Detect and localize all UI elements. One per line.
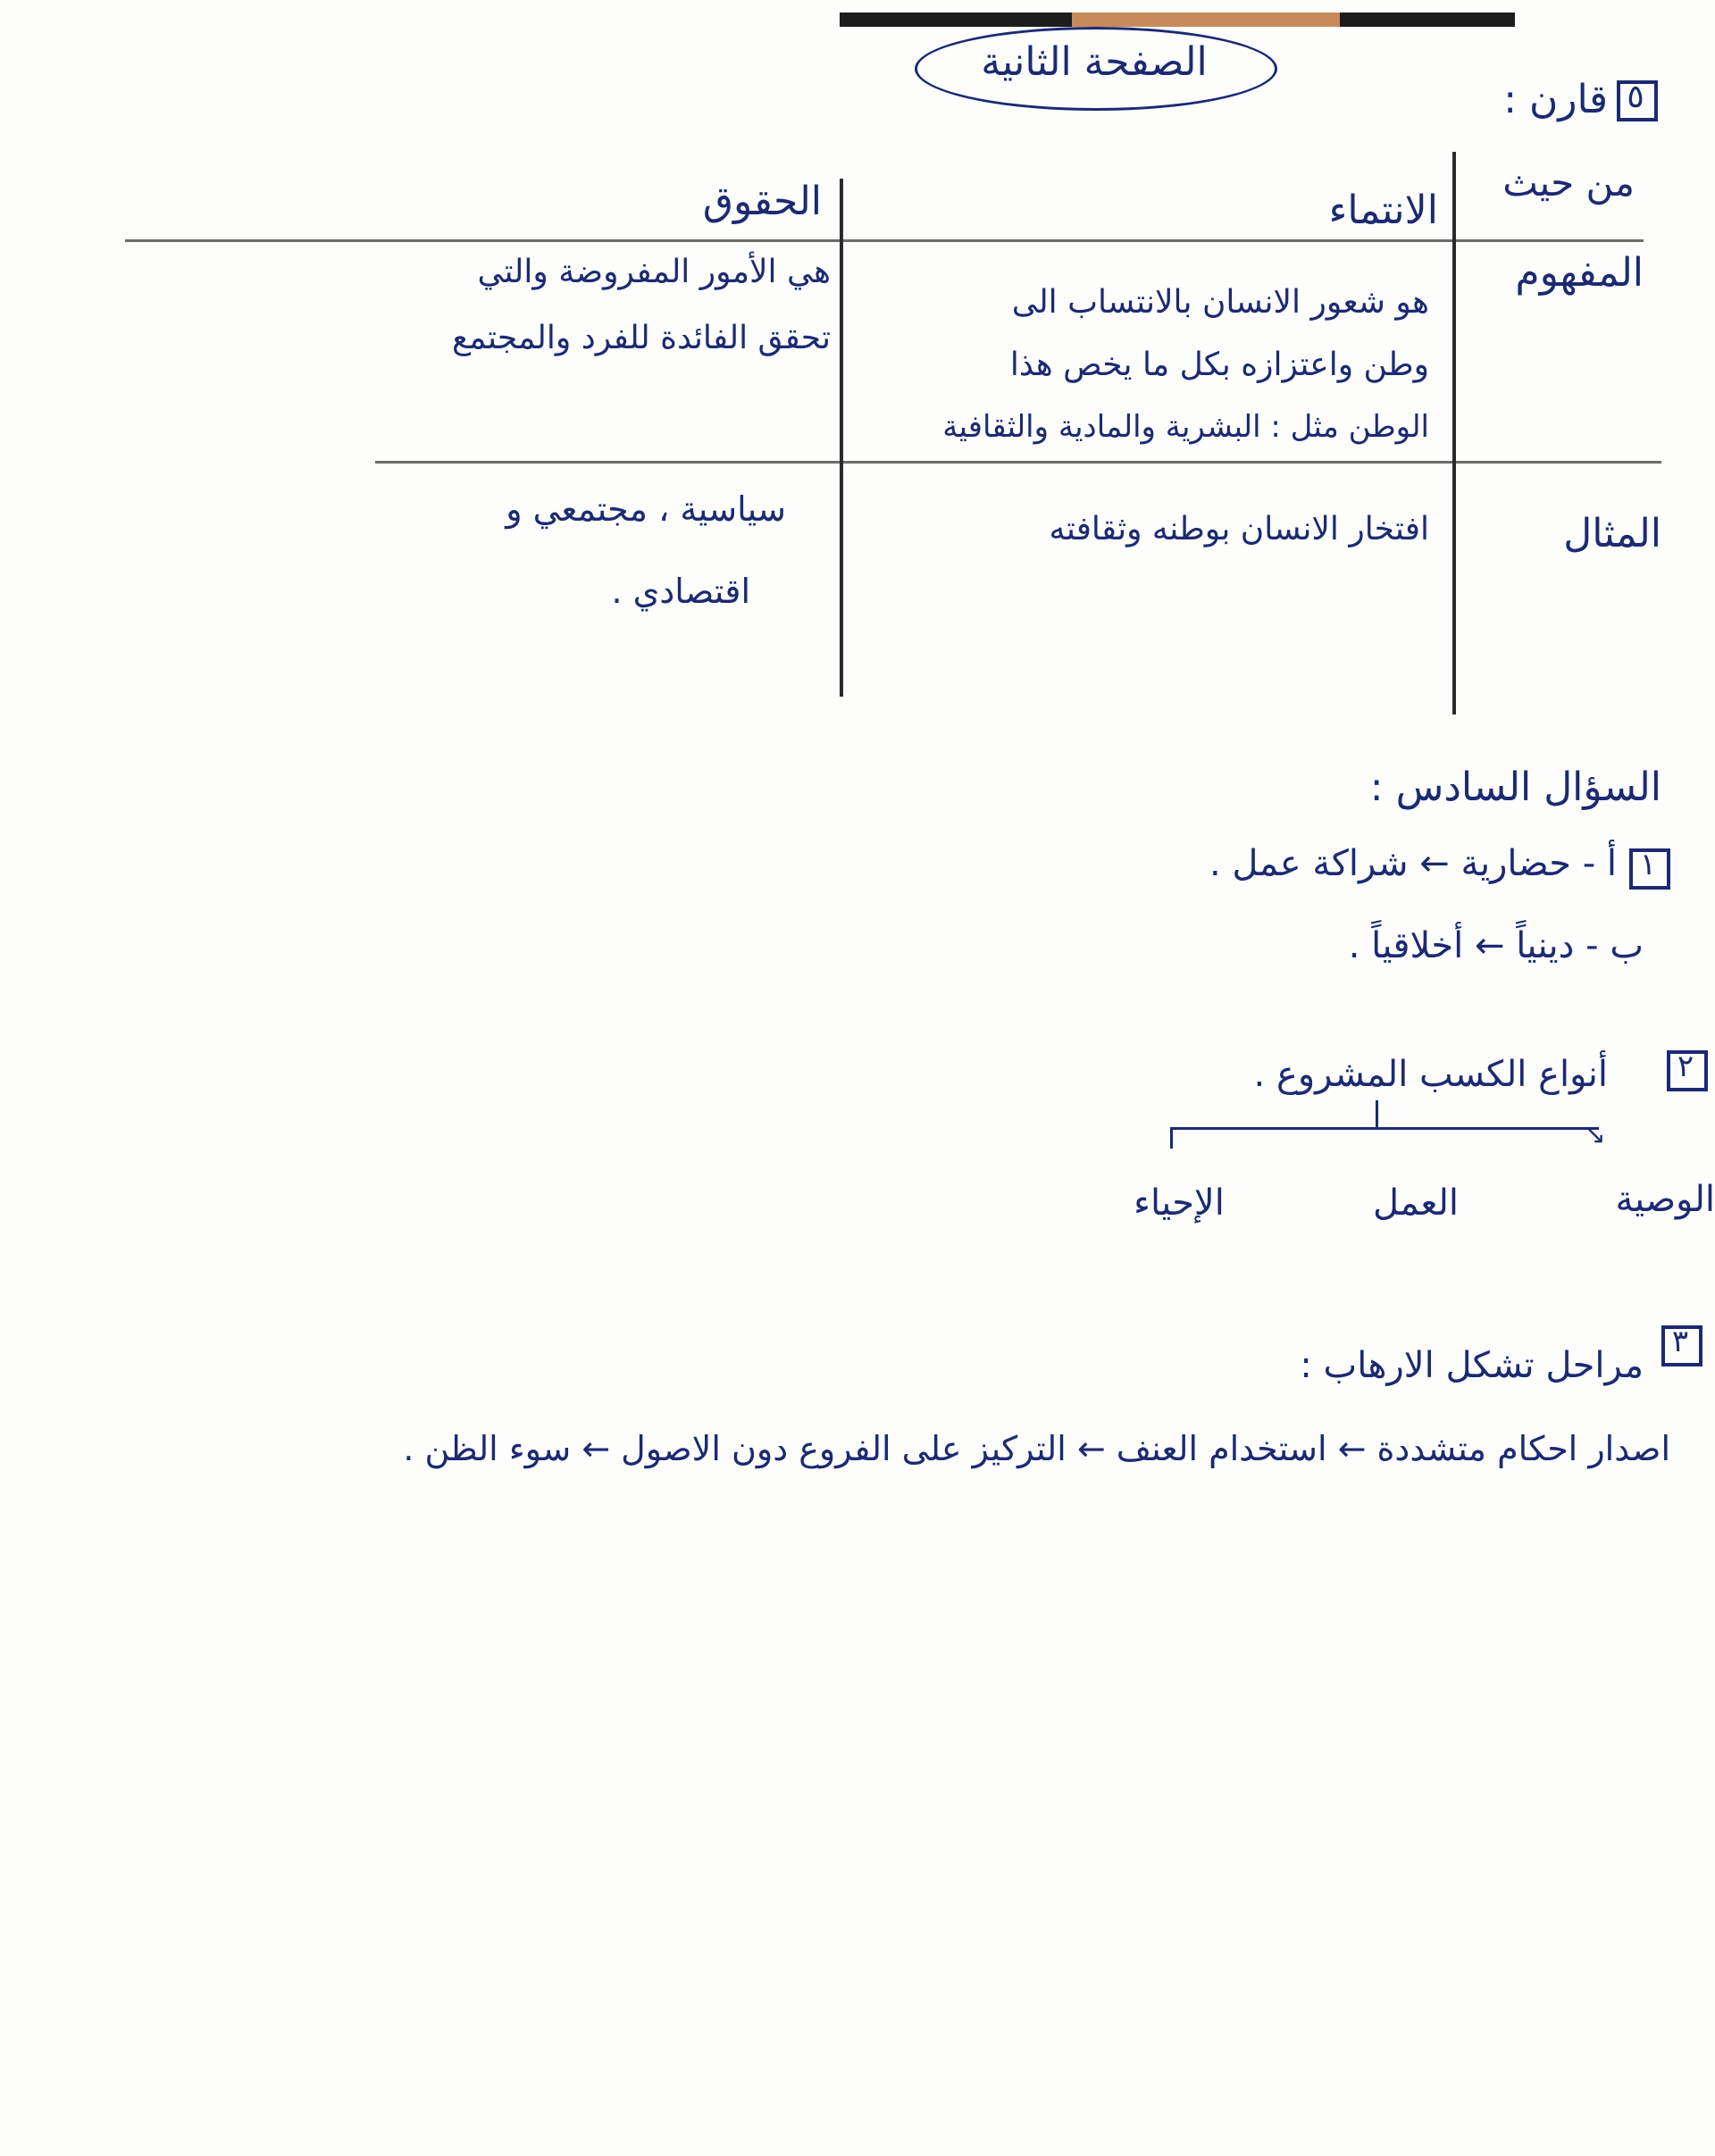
table-divider-right — [1452, 152, 1456, 714]
q5-prompt: قارن : — [1503, 77, 1608, 122]
row-example-rights-line2: اقتصادي . — [611, 572, 750, 611]
row-example-belonging: افتخار الانسان بوطنه وثقافته — [1049, 511, 1429, 547]
q6-item1-line-a: أ - حضارية ← شراكة عمل . — [1209, 843, 1617, 884]
table-header-line — [125, 239, 1644, 242]
table-divider-left — [840, 179, 843, 697]
type-will: الوصية — [1615, 1179, 1715, 1220]
q6-item3-number: ٣ — [1671, 1324, 1689, 1359]
q6-item1-line-b: ب - دينياً ← أخلاقياً . — [1348, 925, 1644, 966]
q6-item1-number: ١ — [1639, 847, 1657, 882]
page-title: الصفحة الثانية — [981, 39, 1208, 85]
row-concept-belonging-line2: وطن واعتزازه بكل ما يخص هذا — [1009, 347, 1429, 383]
table-header-rights: الحقوق — [702, 179, 822, 224]
row-concept-rights-line2: تحقق الفائدة للفرد والمجتمع — [452, 320, 831, 356]
row-concept-label: المفهوم — [1515, 250, 1644, 296]
row-example-rights-line1: سياسية ، مجتمعي و — [506, 489, 786, 529]
types-branch-line — [1170, 1127, 1599, 1130]
table-header-belonging: الانتماء — [1328, 188, 1438, 233]
table-row-line — [375, 461, 1661, 464]
scan-edge-color — [1072, 13, 1340, 27]
types-branch-stem — [1376, 1100, 1378, 1127]
row-concept-belonging-line3: الوطن مثل : البشرية والمادية والثقافية — [942, 409, 1429, 445]
q6-item3-title: مراحل تشكل الارهاب : — [1300, 1345, 1644, 1386]
q6-item3-body: اصدار احكام متشددة ← استخدام العنف ← التركيز على الفروع دون الاصول ← سوء الظن . — [403, 1429, 1670, 1468]
q6-item2-number: ٢ — [1677, 1049, 1694, 1084]
q6-item2-title: أنواع الكسب المشروع . — [1253, 1054, 1608, 1095]
type-revival: الإحياء — [1134, 1182, 1225, 1224]
type-work: العمل — [1372, 1182, 1459, 1224]
q5-number: ٥ — [1627, 79, 1644, 115]
row-concept-belonging-line1: هو شعور الانسان بالانتساب الى — [1011, 284, 1429, 321]
q6-heading: السؤال السادس : — [1369, 765, 1661, 810]
row-concept-rights-line1: هي الأمور المفروضة والتي — [477, 254, 831, 290]
row-example-label: المثال — [1563, 511, 1661, 556]
types-branch-left-tick — [1170, 1127, 1173, 1149]
types-branch-arrowhead: ↘ — [1585, 1120, 1606, 1149]
table-header-aspect: من حيث — [1502, 161, 1635, 205]
